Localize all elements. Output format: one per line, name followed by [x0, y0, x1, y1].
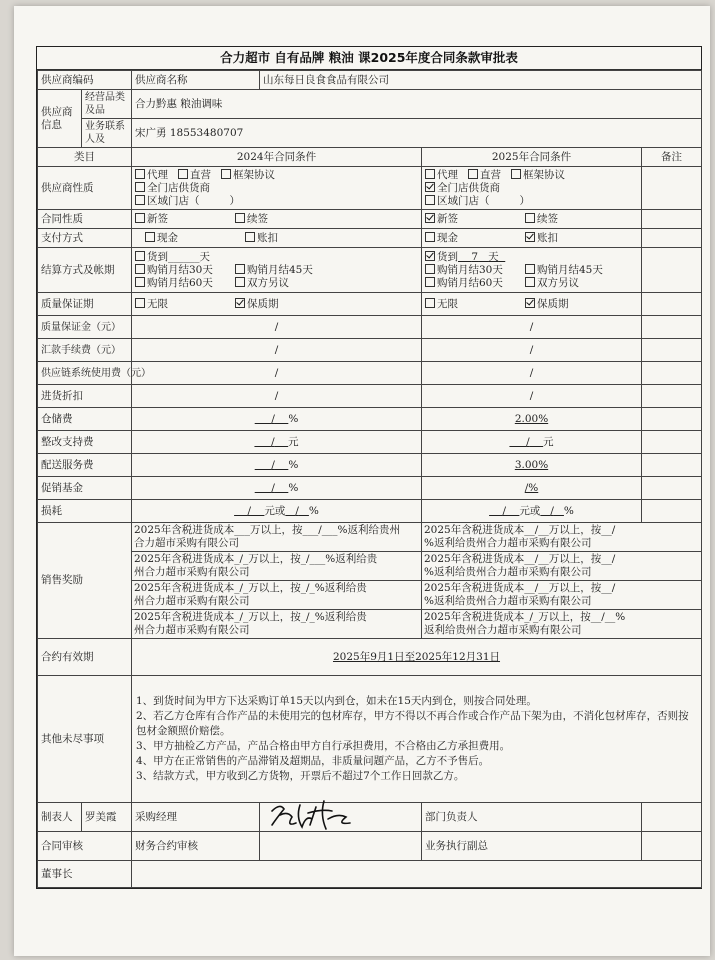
loss-2025-b: /	[550, 504, 554, 517]
note-line: 1、到货时间为甲方下达采购订单15天以内到仓，如未在15天内到仓，则按合同处理。	[136, 695, 537, 707]
opt-frame: 框架协议	[523, 168, 565, 181]
on-arrival-prefix: 货到	[437, 250, 458, 263]
loss-2024	[132, 500, 422, 523]
preparer-name: 罗美霞	[82, 803, 132, 832]
opt-new: 新签	[437, 212, 458, 225]
delivery-label: 配送服务费	[38, 454, 132, 477]
remit-remark	[642, 339, 702, 362]
discount-remark	[642, 385, 702, 408]
payment-2025	[422, 229, 642, 248]
rectify-unit: 元	[288, 435, 299, 448]
supply-chain-label: 供应链系统使用费（元）	[38, 362, 132, 385]
checkbox-icon	[221, 169, 231, 179]
checkbox-icon	[511, 169, 521, 179]
dept-head-signature	[642, 803, 702, 832]
others-label: 其他未尽事项	[38, 676, 132, 803]
loss-2025	[422, 500, 642, 523]
rectify-2024-value: /	[271, 435, 275, 448]
checkbox-icon	[235, 264, 245, 274]
checkbox-icon	[235, 213, 245, 223]
checkbox-icon	[468, 169, 478, 179]
contract-type-remark	[642, 210, 702, 229]
delivery-2025	[422, 454, 642, 477]
sales-reward-2025	[422, 523, 702, 639]
checkbox-icon	[235, 277, 245, 287]
quality-2024	[132, 293, 422, 316]
finance-review-label: 财务合约审核	[132, 832, 260, 861]
opt-new: 新签	[147, 212, 168, 225]
opt-renew: 续签	[247, 212, 268, 225]
checkbox-icon	[425, 298, 435, 308]
rectify-label: 整改支持费	[38, 431, 132, 454]
deposit-remark	[642, 316, 702, 339]
checkbox-icon	[135, 195, 145, 205]
reward-2025-item	[422, 523, 701, 552]
quality-remark	[642, 293, 702, 316]
opt-m30: 购销月结30天	[437, 263, 503, 276]
checkbox-checked-icon	[425, 213, 435, 223]
supply-chain-2025: /	[422, 362, 642, 385]
reward-line: %返利给贵州合力超市采购有限公司	[424, 537, 592, 549]
reward-line: 合力超市采购有限公司	[134, 537, 239, 549]
storage-2025	[422, 408, 642, 431]
checkbox-checked-icon	[525, 298, 535, 308]
checkbox-icon	[245, 232, 255, 242]
supplier-info-label: 供应商信息	[38, 90, 82, 148]
supplier-name-value: 山东每日良食食品有限公司	[260, 71, 702, 90]
contract-type-label: 合同性质	[38, 210, 132, 229]
loss-mid: 元或	[519, 504, 541, 517]
opt-deduct: 账扣	[537, 231, 558, 244]
deposit-2025: /	[422, 316, 642, 339]
opt-region-end: ）	[229, 194, 241, 207]
reward-line: 2025年含税进货成本__/__万以上，按__/	[424, 553, 616, 565]
opt-region-end: ）	[519, 194, 531, 207]
contact-value: 宋广勇 18553480707	[132, 119, 702, 148]
opt-m60: 购销月结60天	[437, 276, 503, 289]
form-title: 合力超市 自有品牌 粮油 课2025年度合同条款审批表	[37, 47, 701, 70]
reward-line: 2025年含税进货成本_/_万以上，按_/_%返利给贵	[134, 611, 367, 623]
settlement-2025	[422, 248, 642, 293]
payment-label: 支付方式	[38, 229, 132, 248]
promo-2024	[132, 477, 422, 500]
loss-remark	[642, 500, 702, 523]
reward-line: 2025年含税进货成本_/_万以上，按_/_%返利给贵	[134, 582, 367, 594]
opt-cash: 现金	[157, 231, 179, 244]
storage-unit: %	[288, 412, 299, 425]
opt-deduct: 账扣	[257, 231, 279, 244]
remit-2024: /	[132, 339, 422, 362]
vp-label: 业务执行副总	[422, 832, 642, 861]
checkbox-icon	[525, 277, 535, 287]
discount-label: 进货折扣	[38, 385, 132, 408]
checkbox-icon	[145, 232, 155, 242]
reward-line: 2025年含税进货成本_/_万以上，按__/__%	[424, 611, 626, 623]
checkbox-icon	[425, 277, 435, 287]
supply-chain-2024: /	[132, 362, 422, 385]
checkbox-checked-icon	[425, 251, 435, 261]
rectify-2025	[422, 431, 642, 454]
opt-region: 区域门店（	[437, 194, 490, 207]
opt-direct: 直营	[190, 168, 211, 181]
category-value: 合力黔惠 粮油调味	[132, 90, 702, 119]
reward-line: 州合力超市采购有限公司	[134, 595, 250, 607]
checkbox-checked-icon	[525, 232, 535, 242]
reward-line: 返利给贵州合力超市采购有限公司	[424, 624, 582, 636]
supply-chain-remark	[642, 362, 702, 385]
opt-agent: 代理	[147, 168, 168, 181]
opt-allstore: 全门店供货商	[437, 181, 500, 194]
promo-2025	[422, 477, 642, 500]
dept-head-label: 部门负责人	[422, 803, 642, 832]
discount-2024: /	[132, 385, 422, 408]
checkbox-icon	[135, 213, 145, 223]
note-line: 4、甲方在正常销售的产品滞销及超期品，非质量问题产品，乙方不予售后。	[136, 755, 490, 767]
finance-review-signature	[260, 832, 422, 861]
rectify-unit: 元	[543, 435, 554, 448]
document-paper	[14, 6, 710, 956]
settlement-remark	[642, 248, 702, 293]
delivery-2024	[132, 454, 422, 477]
checkbox-checked-icon	[425, 182, 435, 192]
reward-line: 州合力超市采购有限公司	[134, 566, 250, 578]
opt-m60: 购销月结60天	[147, 276, 213, 289]
loss-unit: %	[563, 504, 574, 517]
reward-2024-item	[132, 552, 421, 581]
promo-2025-value: /%	[524, 481, 539, 494]
opt-period: 保质期	[247, 297, 279, 310]
delivery-unit: %	[288, 458, 299, 471]
promo-unit: %	[288, 481, 299, 494]
reward-2024-item	[132, 610, 421, 638]
sales-reward-2024	[132, 523, 422, 639]
checkbox-icon	[425, 195, 435, 205]
opt-on-arrival: 货到______天	[147, 250, 210, 263]
opt-m45: 购销月结45天	[247, 263, 313, 276]
rectify-2025-value: /	[526, 435, 530, 448]
storage-label: 仓储费	[38, 408, 132, 431]
reward-2025-item	[422, 610, 701, 638]
form-table	[37, 70, 702, 888]
nature-2025	[422, 167, 642, 210]
on-arrival-unit: 天	[488, 250, 499, 263]
note-line: 3、甲方抽检乙方产品，产品合格由甲方自行承担费用，不合格由乙方承担费用。	[136, 740, 511, 752]
preparer-label: 制表人	[38, 803, 82, 832]
reward-2024-item	[132, 581, 421, 610]
opt-m45: 购销月结45天	[537, 263, 603, 276]
opt-allstore: 全门店供货商	[147, 181, 210, 194]
settlement-2024	[132, 248, 422, 293]
reward-line: 2025年含税进货成本__/__万以上，按__/	[424, 582, 616, 594]
on-arrival-days: 7	[471, 250, 479, 263]
checkbox-icon	[135, 277, 145, 287]
opt-cash: 现金	[437, 231, 458, 244]
opt-none: 无限	[437, 297, 458, 310]
checkbox-icon	[135, 251, 145, 261]
checkbox-icon	[425, 169, 435, 179]
storage-2024	[132, 408, 422, 431]
discount-2025: /	[422, 385, 642, 408]
opt-frame: 框架协议	[233, 168, 275, 181]
purchase-manager-signature	[260, 803, 422, 832]
promo-label: 促销基金	[38, 477, 132, 500]
checkbox-icon	[178, 169, 188, 179]
checkbox-icon	[425, 232, 435, 242]
reward-line: 2025年含税进货成本_/_万以上，按_/___%返利给贵	[134, 553, 378, 565]
checkbox-icon	[135, 298, 145, 308]
payment-2024	[132, 229, 422, 248]
loss-2024-b: /	[295, 504, 299, 517]
loss-2024-a: /	[247, 504, 251, 517]
others-notes	[132, 676, 702, 803]
opt-direct: 直营	[480, 168, 501, 181]
promo-remark	[642, 477, 702, 500]
contract-type-2025	[422, 210, 642, 229]
delivery-2025-value: 3.00%	[514, 458, 549, 471]
nature-2024	[132, 167, 422, 210]
settlement-label: 结算方式及帐期	[38, 248, 132, 293]
opt-renew: 续签	[537, 212, 558, 225]
opt-agent: 代理	[437, 168, 458, 181]
storage-remark	[642, 408, 702, 431]
reward-2025-item	[422, 581, 701, 610]
checkbox-icon	[525, 213, 535, 223]
checkbox-icon	[135, 169, 145, 179]
approval-form	[36, 46, 702, 889]
header-remark: 备注	[642, 148, 702, 167]
loss-mid: 元或	[264, 504, 286, 517]
reward-line: %返利给贵州合力超市采购有限公司	[424, 595, 592, 607]
reward-2024-item	[132, 523, 421, 552]
deposit-label: 质量保证金（元）	[38, 316, 132, 339]
header-2024: 2024年合同条件	[132, 148, 422, 167]
checkbox-icon	[425, 264, 435, 274]
note-line: 2、若乙方仓库有合作产品的未使用完的包材库存，甲方不得以不再合作或合作产品下架为由，不消化包材库存，否则按包材金额照价赔偿。	[136, 710, 689, 737]
reward-line: 州合力超市采购有限公司	[134, 624, 250, 636]
rectify-2024	[132, 431, 422, 454]
quality-2025	[422, 293, 642, 316]
reward-line: %返利给贵州合力超市采购有限公司	[424, 566, 592, 578]
checkbox-icon	[525, 264, 535, 274]
reward-2025-item	[422, 552, 701, 581]
reward-line: 2025年含税进货成本___万以上，按___/___%返利给贵州	[134, 524, 400, 536]
reward-line: 2025年含税进货成本__/__万以上，按__/	[424, 524, 616, 536]
rectify-remark	[642, 431, 702, 454]
chairman-signature	[132, 861, 702, 888]
opt-none: 无限	[147, 297, 168, 310]
nature-label: 供应商性质	[38, 167, 132, 210]
payment-remark	[642, 229, 702, 248]
checkbox-checked-icon	[235, 298, 245, 308]
delivery-remark	[642, 454, 702, 477]
remit-2025: /	[422, 339, 642, 362]
opt-period: 保质期	[537, 297, 569, 310]
note-line: 3、结款方式，甲方收到乙方货物，开票后不超过7个工作日回款乙方。	[136, 770, 465, 782]
purchase-manager-label: 采购经理	[132, 803, 260, 832]
storage-2024-value: /	[271, 412, 275, 425]
opt-region: 区域门店（	[147, 194, 200, 207]
supplier-code-label: 供应商编码	[38, 71, 132, 90]
opt-agree: 双方另议	[247, 276, 289, 289]
supplier-name-label: 供应商名称	[132, 71, 260, 90]
opt-agree: 双方另议	[537, 276, 579, 289]
deposit-2024: /	[132, 316, 422, 339]
delivery-2024-value: /	[271, 458, 275, 471]
checkbox-icon	[135, 264, 145, 274]
header-item: 类目	[38, 148, 132, 167]
storage-2025-value: 2.00%	[514, 412, 549, 425]
loss-label: 损耗	[38, 500, 132, 523]
header-2025: 2025年合同条件	[422, 148, 642, 167]
category-label: 经营品类及品	[82, 90, 132, 119]
validity-value: 2025年9月1日至2025年12月31日	[332, 650, 501, 663]
vp-signature	[642, 832, 702, 861]
chairman-label: 董事长	[38, 861, 132, 888]
remit-label: 汇款手续费（元）	[38, 339, 132, 362]
contract-review-label: 合同审核	[38, 832, 132, 861]
loss-unit: %	[308, 504, 319, 517]
validity-value-cell	[132, 639, 702, 676]
sales-reward-label: 销售奖励	[38, 523, 132, 639]
quality-label: 质量保证期	[38, 293, 132, 316]
contact-label: 业务联系人及	[82, 119, 132, 148]
nature-remark	[642, 167, 702, 210]
checkbox-icon	[135, 182, 145, 192]
handwritten-signature	[266, 797, 386, 831]
loss-2025-a: /	[502, 504, 506, 517]
contract-type-2024	[132, 210, 422, 229]
validity-label: 合约有效期	[38, 639, 132, 676]
opt-m30: 购销月结30天	[147, 263, 213, 276]
promo-2024-value: /	[271, 481, 275, 494]
